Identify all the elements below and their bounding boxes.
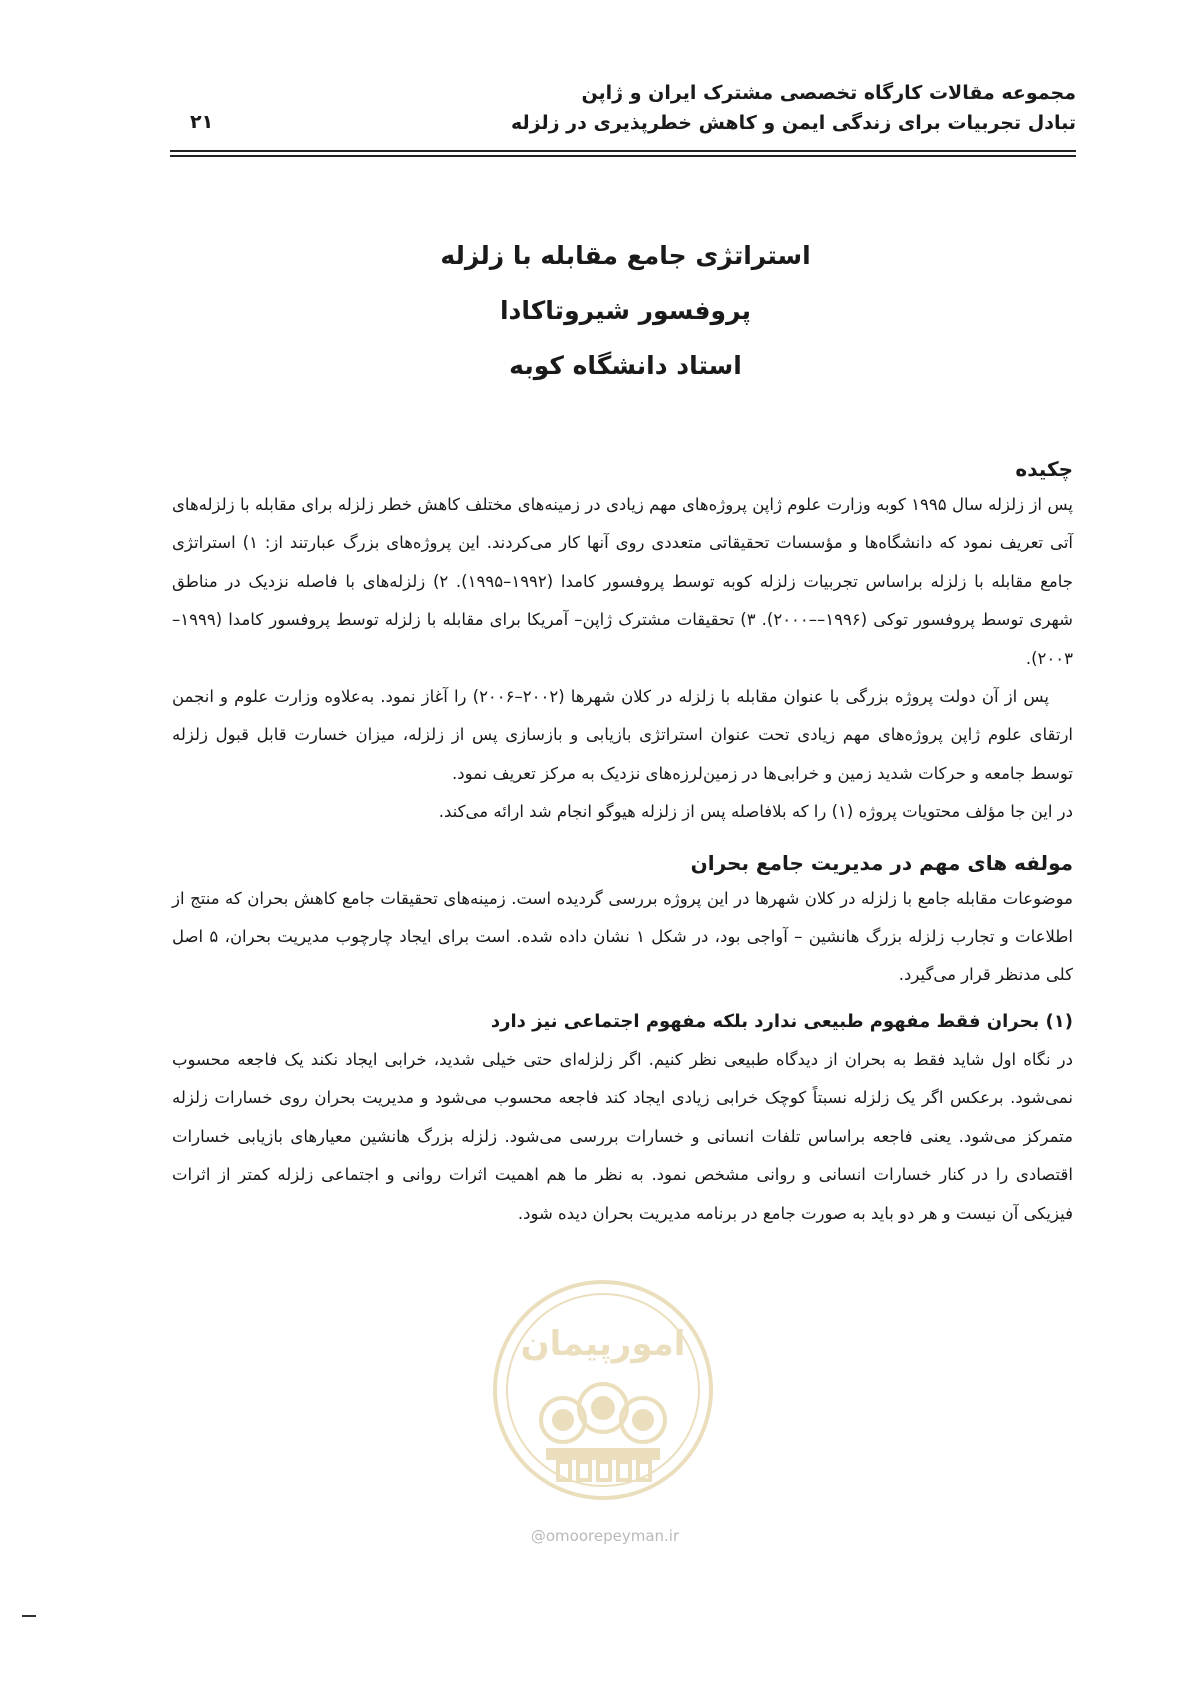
section-1-paragraph: موضوعات مقابله جامع با زلزله در کلان شهرها در این پروژه بررسی گردیده است. زمینه‌های تحقیقات جامع کاهش بحران که منتج از اطلاعات و تجارب زلزله بزرگ هانشین – آواجی بود، در شکل ۱ نشان داده شده. است برای ایجاد چارچوب مدیریت بحران، ۵ اصل کلی مدنظر قرار می‌گیرد. bbox=[172, 888, 1074, 985]
watermark-logo bbox=[478, 1270, 728, 1510]
header-line-2: تبادل تجربیات برای زندگی ایمن و کاهش خطرپذیری در زلزله bbox=[511, 112, 1076, 134]
header-rule-top bbox=[170, 150, 1076, 152]
paper-author: پروفسور شیروتاکادا bbox=[499, 296, 752, 325]
subsection-1-heading: (۱) بحران فقط مفهوم طبیعی ندارد بلکه مفهوم اجتماعی نیز دارد bbox=[490, 1010, 1073, 1032]
section-1-heading: مولفه های مهم در مدیریت جامع بحران bbox=[690, 850, 1073, 875]
abstract-heading: چکیده bbox=[1015, 457, 1073, 481]
header-rule-bottom bbox=[170, 155, 1076, 157]
abstract-paragraph-2: پس از آن دولت پروژه بزرگی با عنوان مقابله با زلزله در کلان شهرها (۲۰۰۲–۲۰۰۶) را آغاز نمود. به‌علاوه وزارت علوم و انجمن ارتقای علوم ژاپن پروژه‌های مهم زیادی تحت عنوان استراتژی بازیابی و بازسازی پس از زلزله، میزان خسارت قابل قبول زلزله توسط جامعه و حرکات شدید زمین و خرابی‌ها در زمین‌لرزه‌های نزدیک به مرکز تعریف نمود. bbox=[172, 687, 1073, 783]
subsection-1-paragraph: در نگاه اول شاید فقط به بحران از دیدگاه طبیعی نظر کنیم. اگر زلزله‌ای حتی خیلی شدید، خرابی ایجاد نکند یک فاجعه محسوب نمی‌شود. برعکس اگر یک زلزله نسبتاً کوچک خرابی زیادی ایجاد کند فاجعه محسوب می‌شود و مدیریت بحران روی خسارات زلزله متمرکز می‌شود. یعنی فاجعه براساس تلفات انسانی و خسارات بررسی می‌شود. زلزله بزرگ هانشین معیارهای بازیابی خسارات اقتصادی را در کنار خسارات انسانی و روانی مشخص نمود. به نظر ما هم اهمیت اثرات روانی و اجتماعی زلزله کمتر از اثرات فیزیکی آن نیست و هر دو باید به صورت جامع در برنامه مدیریت بحران دیده شود. bbox=[172, 1049, 1073, 1223]
margin-mark bbox=[22, 1615, 36, 1617]
page-header bbox=[170, 78, 1076, 168]
header-titles bbox=[511, 78, 1076, 138]
header-line-1: مجموعه مقالات کارگاه تخصصی مشترک ایران و ژاپن bbox=[581, 82, 1076, 104]
paper-title: استراتژی جامع مقابله با زلزله bbox=[440, 241, 811, 270]
title-block bbox=[0, 228, 1191, 393]
watermark-logo-text: امورپیمان bbox=[520, 1324, 686, 1364]
abstract-paragraph-1: پس از زلزله سال ۱۹۹۵ کوبه وزارت علوم ژاپن پروژه‌های مهم زیادی در زمینه‌های مختلف کاهش خطر زلزله برای مقابله با زلزله‌های آتی تعریف نمود که دانشگاه‌ها و مؤسسات تحقیقاتی متعددی روی آنها کار می‌کردند. این پروژه‌های بزرگ عبارتند از: ۱) استراتژی جامع مقابله با زلزله براساس تجربیات زلزله کوبه توسط پروفسور کامدا (۱۹۹۲–۱۹۹۵). ۲) زلزله‌های با فاصله نزدیک در مناطق شهری توسط پروفسور توکی (۱۹۹۶––۲۰۰۰). ۳) تحقیقات مشترک ژاپن– آمریکا برای مقابله با زلزله توسط پروفسور کامدا (۱۹۹۹–۲۰۰۳). bbox=[172, 495, 1074, 668]
watermark-site: @omoorepeyman.ir bbox=[530, 1527, 680, 1545]
body-content bbox=[172, 452, 1073, 1233]
abstract-paragraph-3: در این جا مؤلف محتویات پروژه (۱) را که بلافاصله پس از زلزله هیوگو انجام شد ارائه می‌کند. bbox=[438, 802, 1073, 822]
paper-affiliation: استاد دانشگاه کوبه bbox=[509, 351, 742, 380]
page-number: ۲۱ bbox=[190, 111, 214, 133]
